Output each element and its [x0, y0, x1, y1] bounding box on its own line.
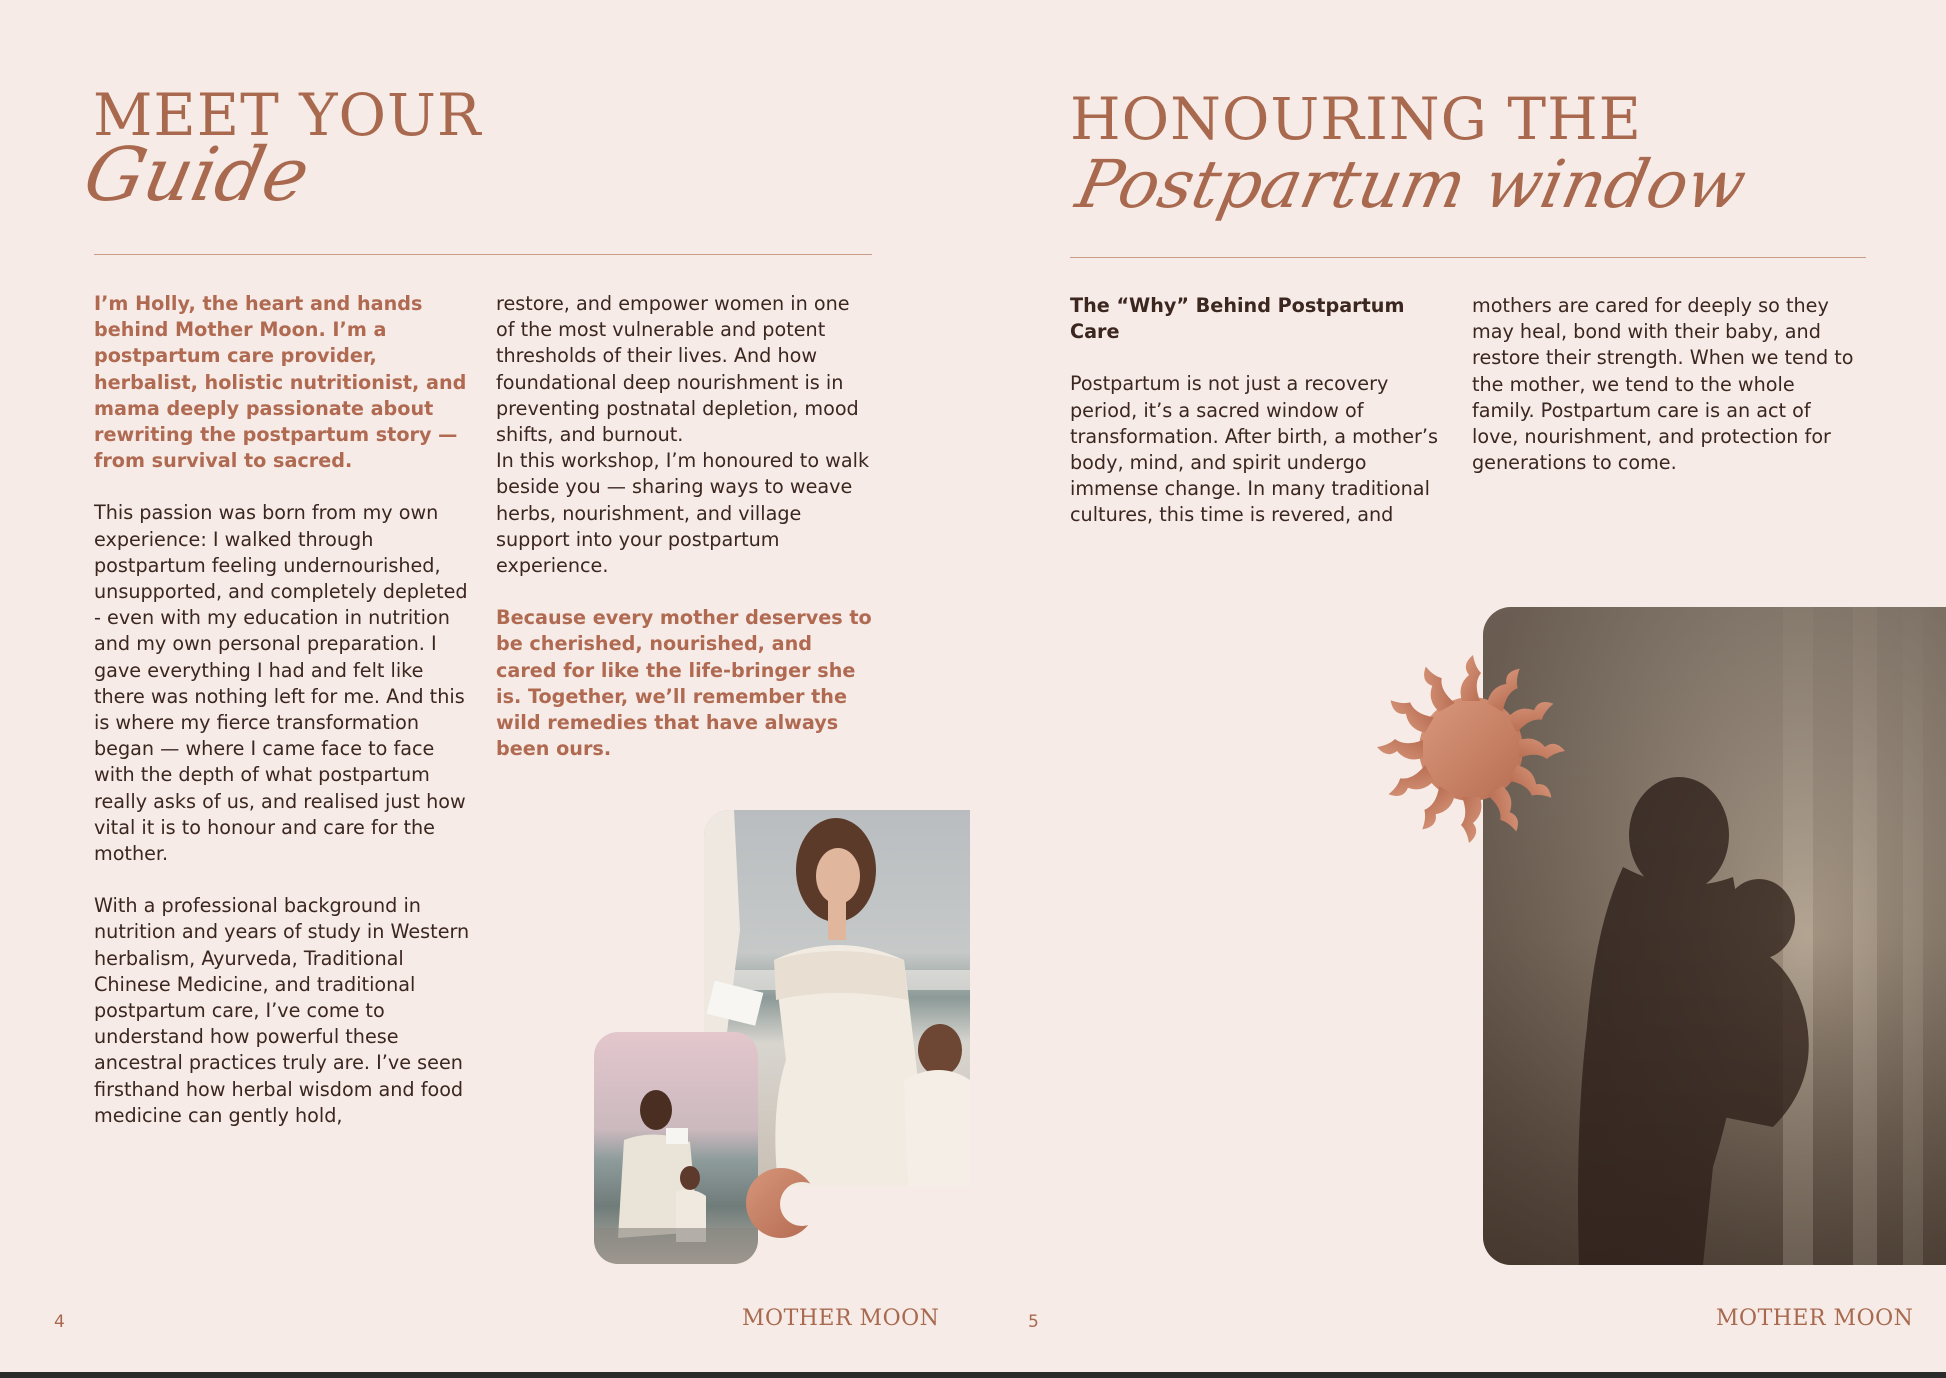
right-column-2: [1472, 293, 1856, 476]
mother-child-photo: [594, 1032, 758, 1264]
left-title-top: MEET YOUR: [93, 81, 482, 149]
body-paragraph: restore, and empower women in one of the most vulnerable and potent thresholds of their lives. And how foundational deep nourishment is in preventing postnatal depletion, mood shifts, and burnout.: [496, 292, 859, 447]
body-paragraph: mothers are cared for deeply so they may heal, bond with their baby, and restore their strength. When we tend to the mother, we tend to the whole family. Postpartum care is an act of love, nourishment, and protection for generations to come.: [1472, 294, 1854, 475]
body-paragraph: With a professional background in nutrition and years of study in Western herbalism, Ayurveda, Traditional Chinese Medicine, and traditional postpartum care, I’ve come to understand how powerful these ancestral practices truly are. I’ve seen firsthand how herbal wisdom and food medicine can gently hold,: [94, 894, 470, 1127]
brand-footer: MOTHER MOON: [1716, 1306, 1914, 1331]
left-column-2: [496, 291, 872, 762]
body-paragraph: Postpartum is not just a recovery period, it’s a sacred window of transformation. After birth, a mother’s body, mind, and spirit undergo immense change. In many traditional cultures, this time is revered, and: [1070, 372, 1438, 527]
right-title-top: HONOURING THE: [1070, 85, 1643, 153]
right-page: [1020, 0, 1946, 1372]
page-number: 5: [1028, 1312, 1039, 1332]
right-column-1: [1070, 293, 1454, 529]
left-divider: [94, 254, 872, 255]
crescent-moon-icon: [744, 1166, 818, 1240]
brand-footer: MOTHER MOON: [742, 1306, 940, 1331]
body-paragraph: This passion was born from my own experience: I walked through postpartum feeling undernourished, unsupported, and completely depleted - even with my education in nutrition and my own personal preparation. I gave everything I had and felt like there was nothing left for me. And this is where my fierce transformation began — where I came face to face with the depth of what postpartum really asks of us, and realised just how vital it is to honour and care for the mother.: [94, 501, 468, 866]
section-subhead: The “Why” Behind Postpartum Care: [1070, 294, 1405, 344]
left-title-script: Guide: [76, 132, 317, 218]
body-paragraph: In this workshop, I’m honoured to walk beside you — sharing ways to weave herbs, nourishment, and village support into your postpartum experience.: [496, 449, 870, 578]
right-divider: [1070, 257, 1866, 258]
page-number: 4: [54, 1312, 65, 1332]
sun-icon: [1376, 654, 1566, 844]
left-column-1: [94, 291, 472, 1129]
intro-text: I’m Holly, the heart and hands behind Mother Moon. I’m a postpartum care provider, herbalist, holistic nutritionist, and mama deeply passionate about rewriting the postpartum story — from survival to sacred.: [94, 292, 467, 473]
closing-text: Because every mother deserves to be cherished, nourished, and cared for like the life-bringer she is. Together, we’ll remember the wild remedies that have always been ours.: [496, 606, 872, 761]
bottom-edge: [0, 1372, 1946, 1378]
right-title-script: Postpartum window: [1069, 146, 1753, 223]
